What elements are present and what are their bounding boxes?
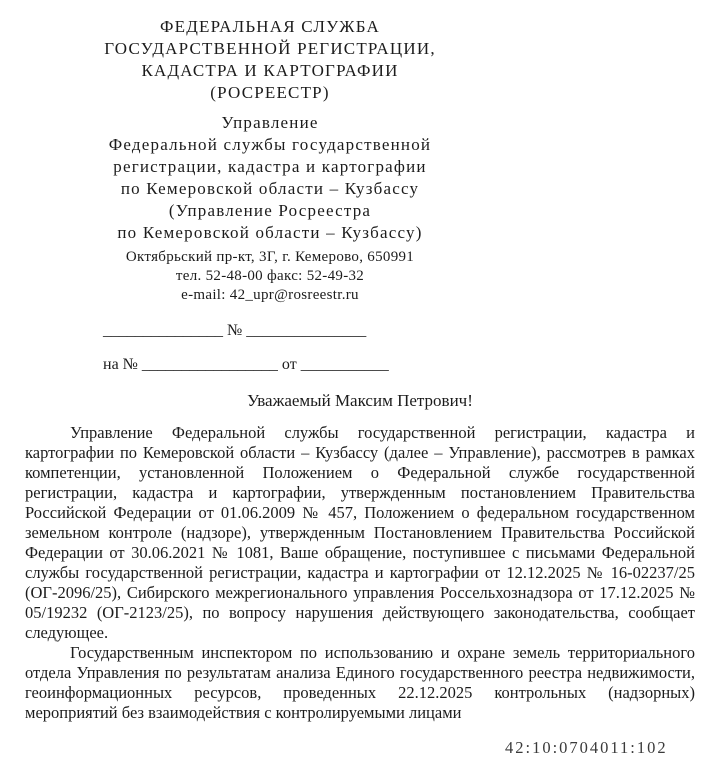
org-name-line: (РОСРЕЕСТР)	[210, 83, 330, 102]
org-name-line: КАДАСТРА И КАРТОГРАФИИ	[141, 61, 399, 80]
division-name	[50, 112, 490, 244]
contact-address: Октябрьский пр-кт, 3Г, г. Кемерово, 650991	[125, 249, 415, 265]
org-name	[50, 16, 490, 104]
division-line: Федеральной службы государственной	[108, 135, 432, 154]
body-paragraph-2: Государственным инспектором по использованию и охране земель территориального отдела Управления по результатам анализа Единого государственного реестра недвижимости, геоинформационных ресурсов, проведенных 22.12.2025 контрольных (надзорных) мероприятий без взаимодействия с контролируемыми лицами	[25, 643, 695, 722]
contact-phone: тел. 52-48-00 факс: 52-49-32	[175, 268, 365, 284]
contact-email: e-mail: 42_upr@rosreestr.ru	[181, 287, 359, 303]
reference-block	[103, 321, 713, 375]
division-line: Управление	[221, 113, 319, 132]
division-line: (Управление Росреестра	[168, 201, 372, 220]
clipped-cadastral-number: 42:10:0704011:102	[505, 738, 668, 757]
division-line: по Кемеровской области – Кузбассу)	[117, 223, 423, 242]
letterhead	[50, 0, 490, 305]
contacts-block	[50, 248, 490, 305]
org-name-line: ГОСУДАРСТВЕННОЙ РЕГИСТРАЦИИ,	[104, 39, 436, 58]
division-line: регистрации, кадастра и картографии	[113, 157, 427, 176]
body-paragraph-1: Управление Федеральной службы государственной регистрации, кадастра и картографии по Кемеровской области – Кузбассу (далее – Управление), рассмотрев в рамках компетенции, установленной Положением о Федеральной службе государственной регистрации, кадастра и картографии, утвержденным постановлением Правительства Российской Федерации от 01.06.2009 № 457, Положением о федеральном государственном земельном контроле (надзоре), утвержденным Постановлением Правительства Российской Федерации от 30.06.2021 № 1081, Ваше обращение, поступившее с письмами Федеральной службы государственной регистрации, кадастра и картографии от 12.12.2025 № 16-02237/25 (ОГ-2096/25), Сибирского межрегионального управления Россельхознадзора от 17.12.2025 № 05/19232 (ОГ-2123/25), по вопросу нарушения действующего законодательства, сообщает следующее.	[25, 423, 695, 642]
org-name-line: ФЕДЕРАЛЬНАЯ СЛУЖБА	[160, 17, 380, 36]
division-line: по Кемеровской области – Кузбассу	[120, 179, 420, 198]
letter-body	[25, 423, 695, 723]
ref-reply-line: на № _________________ от ___________	[103, 356, 389, 373]
ref-number-line: _______________ № _______________	[103, 322, 367, 339]
salutation: Уважаемый Максим Петрович!	[247, 391, 473, 410]
